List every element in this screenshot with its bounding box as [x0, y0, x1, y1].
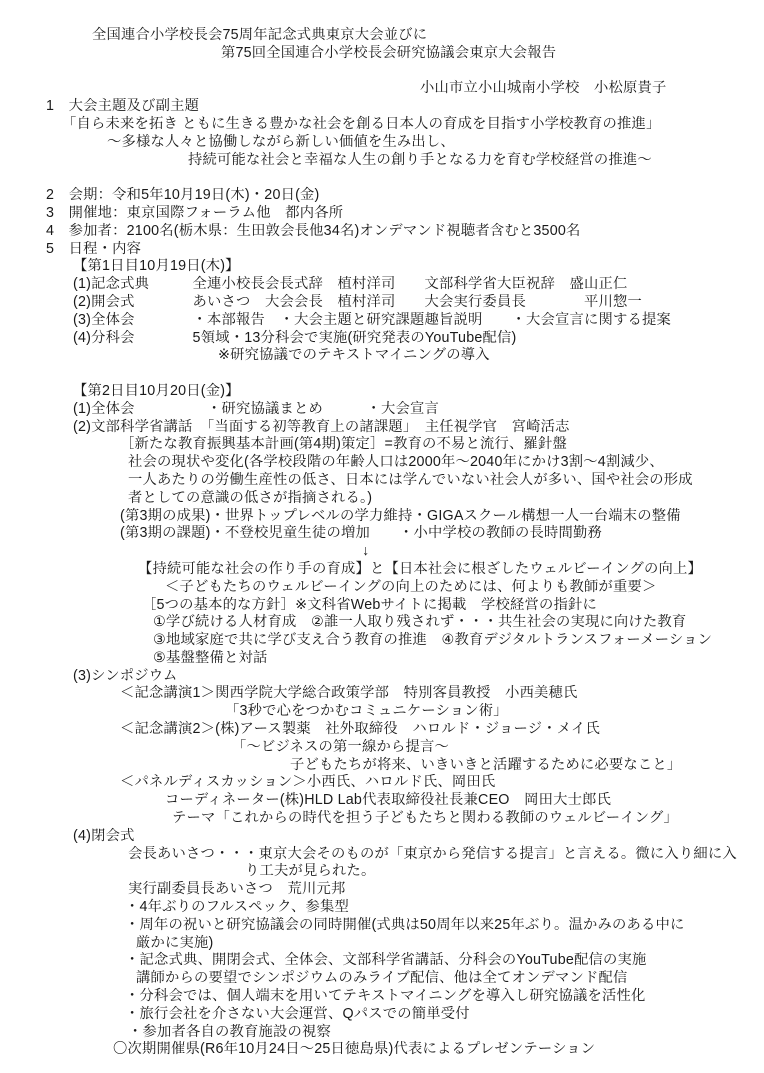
five-policies-line-1: ①学び続ける人材育成 ②誰一人取り残されず・・・共生社会の実現に向けた教育 — [153, 614, 687, 631]
closing-bullet-3-cont: 講師からの要望でシンポジウムのみライブ配信、他は全てオンデマンド配信 — [136, 970, 628, 987]
lecture-note-4: 者としての意識の低さが指摘される。) — [128, 489, 373, 506]
day1-item-3: (3)全体会 ・本部報告 ・大会主題と研究課題趣旨説明 ・大会宣言に関する提案 — [73, 311, 671, 328]
down-arrow: ↓ — [362, 543, 370, 560]
five-policies-heading: ［5つの基本的な方針］※文科省Webサイトに掲載 学校経営の指針に — [142, 596, 597, 613]
lecture-note-2: 社会の現状や変化(各学校段階の年齢人口は2000年～2040年にかけ3割～4割減少、 — [128, 454, 664, 471]
next-host-line: 〇次期開催県(R6年10月24日～25日徳島県)代表によるプレゼンテーション — [113, 1041, 596, 1058]
main-theme-line: 「自ら未来を拓き ともに生きる豊かな社会を創る日本人の育成を目指す小学校教育の推進」 — [62, 115, 661, 132]
symposium-lecture-2-title-2: 子どもたちが将来、いきいきと活躍するために必要なこと」 — [290, 756, 682, 773]
blank-line — [0, 169, 764, 187]
lecture-goal-subline: ＜子どもたちのウェルビーイングの向上のためには、何よりも教師が重要＞ — [165, 578, 657, 595]
panel-coordinator-line: コーディネーター(株)HLD Lab代表取締役社長兼CEO 岡田大士郎氏 — [165, 792, 612, 809]
blank-line — [0, 63, 764, 81]
closing-greeting-2: り工夫が見られた。 — [245, 863, 376, 880]
symposium-lecture-2: ＜記念講演2＞(株)アース製薬 社外取締役 ハロルド・ジョージ・メイ氏 — [120, 721, 600, 738]
day2-heading: 【第2日目10月20日(金)】 — [73, 382, 240, 399]
section-2-heading: 2 会期：令和5年10月19日(木)・20日(金) — [46, 187, 320, 204]
closing-greeting-1: 会長あいさつ・・・東京大会そのものが「東京から発信する提言」と言える。微に入り細に入 — [128, 845, 737, 862]
closing-bullet-2-cont: 厳かに実施) — [136, 934, 214, 951]
section-3-heading: 3 開催地：東京国際フォーラム他 都内各所 — [46, 204, 344, 221]
document-body — [0, 27, 764, 1059]
closing-bullet-2: ・周年の祝いと研究協議会の同時開催(式典は50周年以来25年ぶり。温かみのある中に — [125, 916, 685, 933]
author-line: 小山市立小山城南小学校 小松原貴子 — [420, 80, 667, 97]
closing-vice-chair: 実行副委員長あいさつ 荒川元邦 — [128, 881, 346, 898]
day2-item-1: (1)全体会 ・研究協議まとめ ・大会宣言 — [73, 400, 439, 417]
five-policies-line-3: ⑤基盤整備と対話 — [153, 649, 268, 666]
closing-bullet-4: ・分科会では、個人端末を用いてテキストマイニングを導入し研究協議を活性化 — [125, 988, 646, 1005]
blank-line — [0, 365, 764, 383]
closing-bullet-5: ・旅行会社を介さない大会運営、Qパスでの簡単受付 — [125, 1005, 470, 1022]
day2-item-2: (2)文部科学省講話 「当面する初等教育上の諸課題」 主任視学官 宮崎活志 — [73, 418, 570, 435]
closing-bullet-1: ・4年ぶりのフルスペック、参集型 — [125, 899, 350, 916]
symposium-lecture-1-title: 「3秒で心をつかむコミュニケーション術」 — [225, 703, 508, 720]
day1-item-4: (4)分科会 5領域・13分科会で実施(研究発表のYouTube配信) — [73, 329, 517, 346]
panel-theme-line: テーマ「これからの時代を担う子どもたちと関わる教師のウェルビーイング」 — [172, 810, 678, 827]
symposium-lecture-2-title-1: 「～ビジネスの第一線から提言～ — [232, 738, 450, 755]
day2-item-4: (4)閉会式 — [73, 827, 135, 844]
lecture-note-3: 一人あたりの労働生産性の低さ、日本には学んでいない社会人が多い、国や社会の形成 — [128, 471, 693, 488]
symposium-lecture-1: ＜記念講演1＞関西学院大学総合政策学部 特別客員教授 小西美穂氏 — [120, 685, 578, 702]
closing-bullet-6: ・参加者各自の教育施設の視察 — [128, 1023, 331, 1040]
lecture-note-6: (第3期の課題)・不登校児童生徒の増加 ・小中学校の教師の長時間勤務 — [120, 525, 602, 542]
panel-discussion-line: ＜パネルディスカッション＞小西氏、ハロルド氏、岡田氏 — [120, 774, 496, 791]
lecture-note-5: (第3期の成果)・世界トップレベルの学力維持・GIGAスクール構想一人一台端末の整備 — [120, 507, 681, 524]
sub-theme-line-1: ～多様な人々と協働しながら新しい価値を生み出し、 — [107, 133, 455, 150]
title-line-2: 第75回全国連合小学校長会研究協議会東京大会報告 — [221, 44, 557, 61]
section-1-heading: 1 大会主題及び副主題 — [46, 98, 200, 115]
five-policies-line-2: ③地域家庭で共に学び支え合う教育の推進 ④教育デジタルトランスフォーメーション — [153, 632, 713, 649]
sub-theme-line-2: 持続可能な社会と幸福な人生の創り手となる力を育む学校経営の推進～ — [188, 151, 652, 168]
lecture-note-1: ［新たな教育振興基本計画(第4期)策定］=教育の不易と流行、羅針盤 — [120, 436, 568, 453]
lecture-goal-line: 【持続可能な社会の作り手の育成】と【日本社会に根ざしたウェルビーイングの向上】 — [138, 560, 702, 577]
closing-bullet-3: ・記念式典、開閉会式、全体会、文部科学省講話、分科会のYouTube配信の実施 — [125, 952, 647, 969]
day1-note: ※研究協議でのテキストマイニングの導入 — [218, 347, 490, 364]
day2-item-3: (3)シンポジウム — [73, 667, 178, 684]
day1-heading: 【第1日目10月19日(木)】 — [73, 258, 240, 275]
section-5-heading: 5 日程・内容 — [46, 240, 142, 257]
section-4-heading: 4 参加者：2100名(栃木県：生田敦会長他34名)オンデマンド視聴者含むと3500名 — [46, 222, 581, 239]
day1-item-1: (1)記念式典 全連小校長会長式辞 植村洋司 文部科学省大臣祝辞 盛山正仁 — [73, 276, 628, 293]
title-line-1: 全国連合小学校長会75周年記念式典東京大会並びに — [92, 27, 428, 43]
day1-item-2: (2)開会式 あいさつ 大会会長 植村洋司 大会実行委員長 平川惣一 — [73, 293, 642, 310]
